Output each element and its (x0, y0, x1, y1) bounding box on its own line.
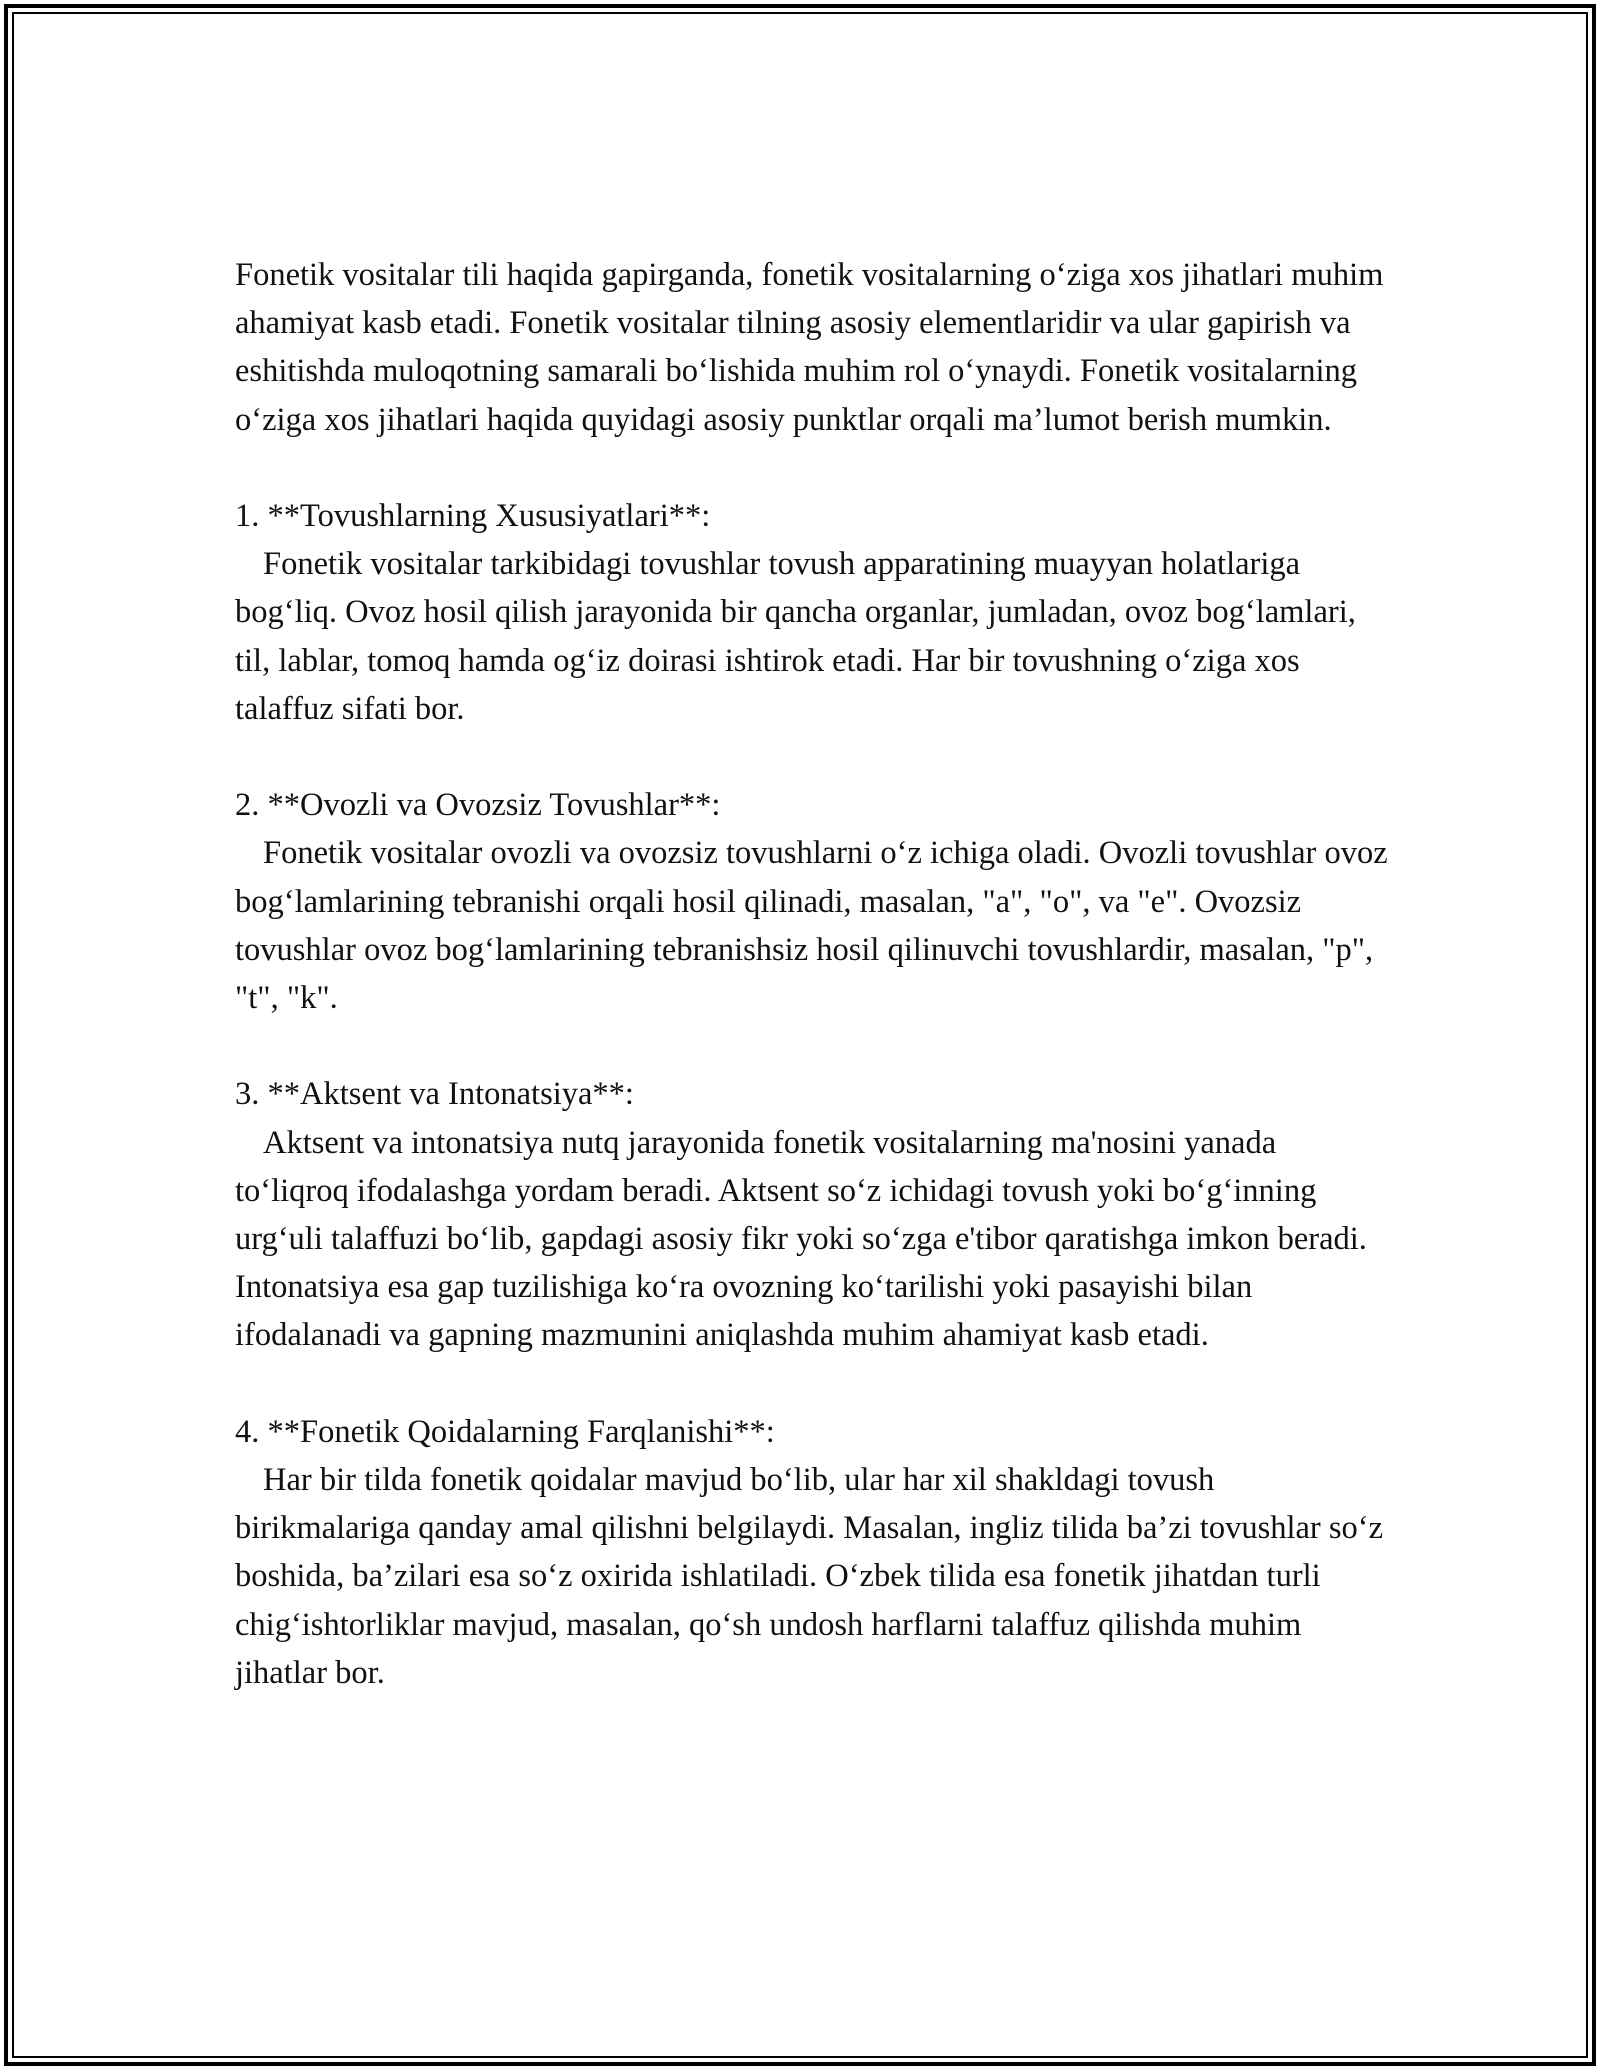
section-4 (235, 1408, 1395, 1697)
section-2 (235, 781, 1395, 1022)
section-body: Fonetik vositalar tarkibidagi tovushlar tovush apparatining muayyan holatlariga bog‘liq. Ovoz hosil qilish jarayonida bir qancha organlar, jumladan, ovoz bog‘lamlari, til, lablar, tomoq hamda og‘iz doirasi ishtirok etadi. Har bir tovushning o‘ziga xos talaffuz sifati bor. (235, 546, 1356, 727)
section-3 (235, 1070, 1395, 1359)
section-heading: 4. **Fonetik Qoidalarning Farqlanishi**: (235, 1413, 775, 1450)
document-body (235, 251, 1395, 1745)
section-heading: 2. **Ovozli va Ovozsiz Tovushlar**: (235, 787, 721, 824)
section-body: Har bir tilda fonetik qoidalar mavjud bo‘lib, ular har xil shakldagi tovush birikmalariga qanday amal qilishni belgilaydi. Masalan, ingliz tilida ba’zi tovushlar so‘z boshida, ba’zilari esa so‘z oxirida ishlatiladi. O‘zbek tilida esa fonetik jihatdan turli chig‘ishtorliklar mavjud, masalan, qo‘sh undosh harflarni talaffuz qilishda muhim jihatlar bor. (235, 1462, 1384, 1691)
section-1 (235, 492, 1395, 733)
section-body: Fonetik vositalar ovozli va ovozsiz tovushlarni o‘z ichiga oladi. Ovozli tovushlar ovoz bog‘lamlarining tebranishi orqali hosil qilinadi, masalan, "a", "o", va "e". Ovozsiz tovushlar ovoz bog‘lamlarining tebranishsiz hosil qilinuvchi tovushlardir, masalan, "p", "t", "k". (235, 835, 1388, 1017)
intro-paragraph: Fonetik vositalar tili haqida gapirganda, fonetik vositalarning o‘ziga xos jihatlari muhim ahamiyat kasb etadi. Fonetik vositalar tilning asosiy elementlaridir va ular gapirish va eshitishda muloqotning samarali bo‘lishida muhim rol o‘ynaydi. Fonetik vositalarning o‘ziga xos jihatlari haqida quyidagi asosiy punktlar orqali ma’lumot berish mumkin. (235, 257, 1384, 438)
section-heading: 1. **Tovushlarning Xususiyatlari**: (235, 498, 711, 534)
section-body: Aktsent va intonatsiya nutq jarayonida fonetik vositalarning ma'nosini yanada to‘liqroq ifodalashga yordam beradi. Aktsent so‘z ichidagi tovush yoki bo‘g‘inning urg‘uli talaffuzi bo‘lib, gapdagi asosiy fikr yoki so‘zga e'tibor qaratishga imkon beradi. Intonatsiya esa gap tuzilishiga ko‘ra ovozning ko‘tarilishi yoki pasayishi bilan ifodalanadi va gapning mazmunini aniqlashda muhim ahamiyat kasb etadi. (235, 1124, 1367, 1354)
section-heading: 3. **Aktsent va Intonatsiya**: (235, 1076, 634, 1113)
